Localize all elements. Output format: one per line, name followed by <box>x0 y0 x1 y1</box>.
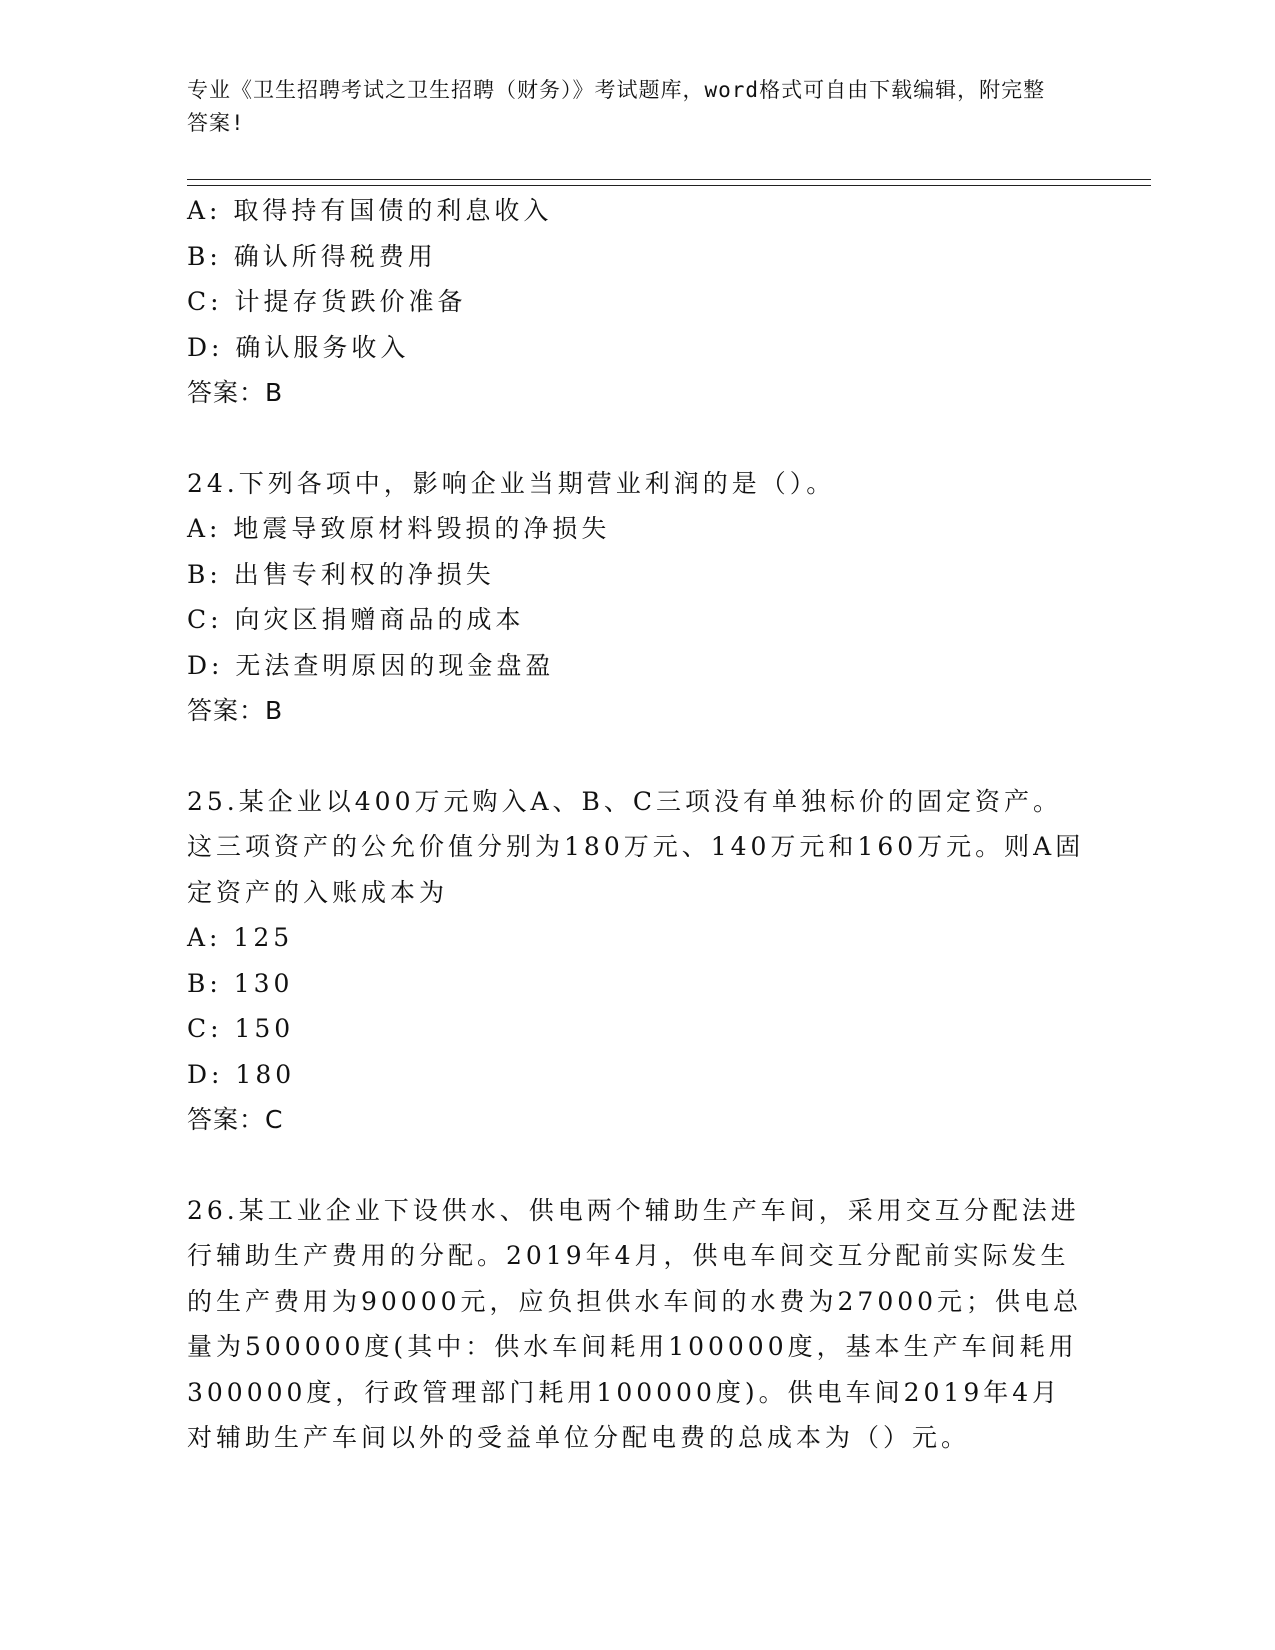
option-c: C: 计提存货跌价准备 <box>187 287 467 316</box>
document-header: 专业《卫生招聘考试之卫生招聘（财务）》考试题库，word格式可自由下载编辑，附完整答案! <box>187 78 1046 135</box>
question-block-25 <box>187 779 1087 1143</box>
question-block-24 <box>187 461 1087 734</box>
question-text: 25.某企业以400万元购入A、B、C三项没有单独标价的固定资产。这三项资产的公允价值分别为180万元、140万元和160万元。则A固定资产的入账成本为 <box>187 786 1085 907</box>
answer-line: 答案：B <box>187 378 284 407</box>
header-divider-bottom <box>187 185 1151 186</box>
question-list <box>187 188 1087 1461</box>
option-b: B: 确认所得税费用 <box>187 241 437 271</box>
answer-line: 答案：B <box>187 696 284 725</box>
header-divider-top <box>187 179 1151 180</box>
option-b: B: 出售专利权的净损失 <box>187 559 495 589</box>
question-block-26 <box>187 1188 1087 1461</box>
option-b: B: 130 <box>187 968 294 998</box>
option-a: A: 取得持有国债的利息收入 <box>187 196 553 225</box>
option-a: A: 125 <box>187 923 294 952</box>
answer-line: 答案：C <box>187 1105 284 1134</box>
option-c: C: 150 <box>187 1014 295 1043</box>
question-block-23 <box>187 188 1087 416</box>
option-d: D: 180 <box>187 1059 296 1089</box>
question-text: 24.下列各项中，影响企业当期营业利润的是（）。 <box>187 468 836 498</box>
option-d: D: 无法查明原因的现金盘盈 <box>187 650 555 680</box>
question-text: 26.某工业企业下设供水、供电两个辅助生产车间，采用交互分配法进行辅助生产费用的分配。2019年4月，供电车间交互分配前实际发生的生产费用为90000元，应负担供水车间的水费为27000元；供电总量为500000度(其中：供水车间耗用100000度，基本生产车间耗用300000度，行政管理部门耗用100000度)。供电车间2019年4月对辅助生产车间以外的受益单位分配电费的总成本为（）元。 <box>187 1195 1083 1452</box>
option-d: D: 确认服务收入 <box>187 332 410 362</box>
option-a: A: 地震导致原材料毁损的净损失 <box>187 514 611 543</box>
option-c: C: 向灾区捐赠商品的成本 <box>187 605 525 634</box>
